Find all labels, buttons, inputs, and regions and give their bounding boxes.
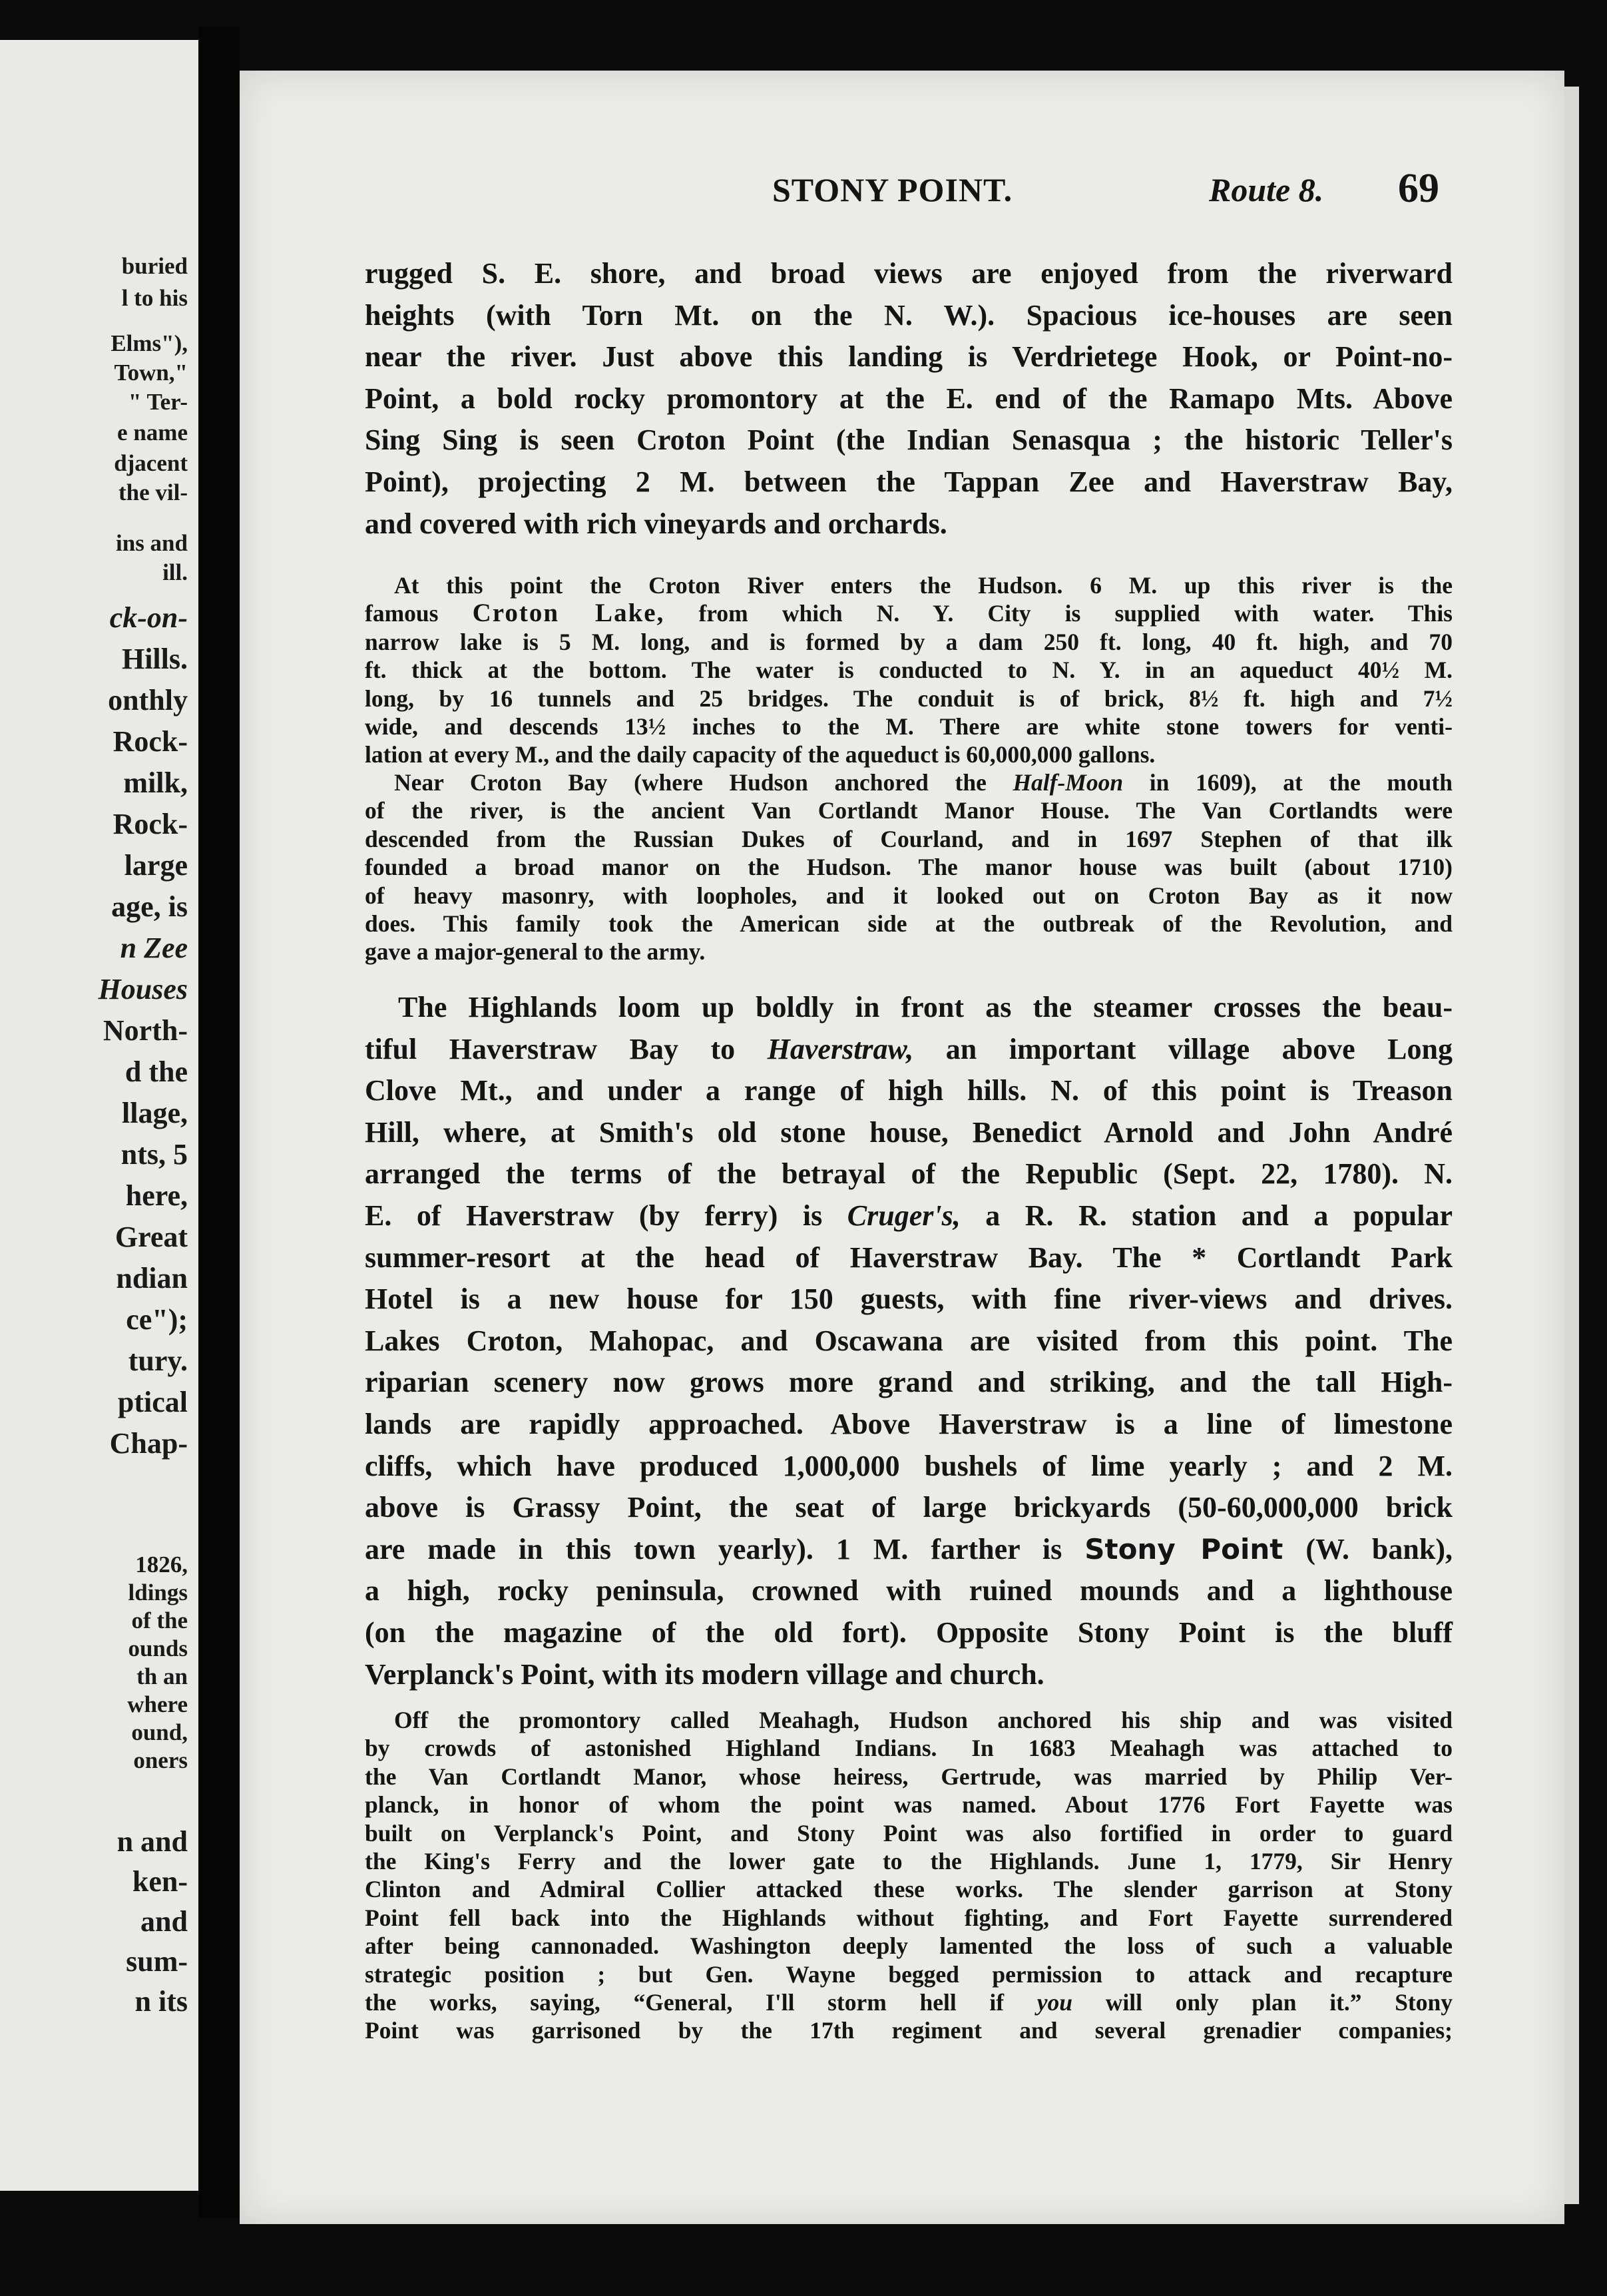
note-meahagh	[365, 1706, 1453, 2045]
text-line: the Van Cortlandt Manor, whose heiress, Gertrude, was married by Philip Ver-	[365, 1763, 1453, 1790]
emphasis-you: you	[1036, 1989, 1073, 2016]
text-line: founded a broad manor on the Hudson. The manor house was built (about 1710)	[365, 854, 1453, 881]
left-page-text-fragment: e name	[117, 420, 188, 445]
text-line: Off the promontory called Meahagh, Hudson anchored his ship and was visited	[394, 1707, 1453, 1733]
text-run: an important village above Long	[913, 1032, 1453, 1065]
text-line: near the river. Just above this landing is Verdrietege Hook, or Point-no-	[365, 340, 1453, 374]
text-line: Point was garrisoned by the 17th regiment and several grenadier companies;	[365, 2017, 1453, 2044]
left-page-text-fragment: n Zee	[120, 932, 188, 964]
text-line: and covered with rich vineyards and orchards.	[365, 507, 947, 540]
left-page-text-fragment: the vil-	[118, 479, 188, 505]
text-line: At this point the Croton River enters the Hudson. 6 M. up this river is the	[394, 572, 1453, 599]
left-page-text-fragment: North-	[103, 1014, 188, 1047]
text-run: will only plan it.” Stony	[1072, 1989, 1453, 2016]
left-page-text-fragment: tury.	[128, 1344, 188, 1377]
text-run: (W. bank),	[1283, 1532, 1453, 1566]
text-line: Clove Mt., and under a range of high hills. N. of this point is Treason	[365, 1074, 1453, 1107]
left-page-text-fragment: ce");	[126, 1303, 188, 1336]
text-run: are made in this town yearly). 1 M. farther is	[365, 1532, 1085, 1566]
left-page-text-fragment: ound,	[131, 1719, 188, 1745]
text-run: tiful Haverstraw Bay to	[365, 1032, 768, 1065]
left-page-text-fragment: nts, 5	[120, 1138, 188, 1171]
text-line: cliffs, which have produced 1,000,000 bushels of lime yearly ; and 2 M.	[365, 1449, 1453, 1482]
text-line: narrow lake is 5 M. long, and is formed by a dam 250 ft. long, 40 ft. high, and 70	[365, 628, 1453, 655]
text-line: does. This family took the American side at the outbreak of the Revolution, and	[365, 910, 1453, 938]
text-line: descended from the Russian Dukes of Courland, and in 1697 Stephen of that ilk	[365, 825, 1453, 852]
left-page-text-fragment: ldings	[128, 1579, 188, 1605]
text-line: Hill, where, at Smith's old stone house, Benedict Arnold and John André	[365, 1115, 1453, 1149]
text-line: by crowds of astonished Highland Indians. In 1683 Meahagh was attached to	[365, 1735, 1453, 1762]
note-croton-lake	[365, 571, 1453, 769]
text-line	[365, 1988, 1453, 2016]
text-run: E. of Haverstraw (by ferry) is	[365, 1199, 847, 1232]
text-line: Clinton and Admiral Collier attacked these works. The slender garrison at Stony	[365, 1876, 1453, 1903]
text-line: of the river, is the ancient Van Cortlandt Manor House. The Van Cortlandts were	[365, 797, 1453, 824]
left-page-text-fragment: buried	[121, 253, 188, 279]
text-line: strategic position ; but Gen. Wayne begged permission to attack and recapture	[365, 1960, 1453, 1988]
text-line: The Highlands loom up boldly in front as the steamer crosses the beau-	[398, 991, 1453, 1023]
text-line: Verplanck's Point, with its modern village and church.	[365, 1657, 1044, 1691]
left-page-text-fragment: sum-	[126, 1945, 188, 1978]
text-line: above is Grassy Point, the seat of large brickyards (50-60,000,000 brick	[365, 1491, 1453, 1524]
page-number: 69	[1398, 166, 1439, 211]
left-page-text-fragment: th an	[136, 1663, 188, 1689]
book-gutter	[198, 27, 240, 2217]
running-header	[772, 165, 1445, 218]
left-page-text-fragment: and	[140, 1905, 188, 1938]
left-page-text-fragment: " Ter-	[128, 389, 188, 415]
left-page-text-fragment: ins and	[116, 530, 188, 556]
text-line	[365, 1529, 1453, 1571]
left-page-text-fragment: djacent	[114, 450, 188, 476]
text-line: rugged S. E. shore, and broad views are enjoyed from the riverward	[365, 257, 1453, 290]
left-page-text-fragment: ptical	[117, 1386, 188, 1418]
left-page-text-fragment: n and	[116, 1825, 188, 1858]
left-page-text-fragment: Hills.	[121, 643, 188, 675]
paragraph-1	[365, 253, 1453, 545]
left-page-text-fragment: here,	[125, 1179, 188, 1212]
left-page-text-fragment: Chap-	[109, 1427, 188, 1460]
text-run: Near Croton Bay (where Hudson anchored the	[394, 769, 1013, 796]
text-run: the works, saying, “General, I'll storm hell if	[365, 1989, 1037, 2016]
text-line: after being cannonaded. Washington deeply lamented the loss of such a valuable	[365, 1932, 1453, 1960]
left-page-text-fragment: age, is	[111, 890, 188, 923]
text-line: summer-resort at the head of Haverstraw Bay. The * Cortlandt Park	[365, 1241, 1453, 1274]
left-page-text-fragment: d the	[124, 1055, 188, 1088]
paragraph-2	[365, 987, 1453, 1695]
stony-point-heading: Stony Point	[1084, 1532, 1283, 1566]
left-page-text-fragment: large	[124, 849, 188, 882]
left-page-text-fragment: ndian	[116, 1262, 188, 1294]
text-line: long, by 16 tunnels and 25 bridges. The conduit is of brick, 8½ ft. high and 7½	[365, 685, 1453, 712]
text-line	[365, 1029, 1453, 1071]
text-line: lation at every M., and the daily capacity of the aqueduct is 60,000,000 gallons.	[365, 741, 1156, 768]
text-run: a R. R. station and a popular	[960, 1199, 1453, 1232]
left-page-text-fragment: l to his	[121, 285, 188, 311]
left-page-text-fragment: where	[127, 1691, 188, 1717]
text-line: Point, a bold rocky promontory at the E. end of the Ramapo Mts. Above	[365, 382, 1453, 415]
text-line: planck, in honor of whom the point was named. About 1776 Fort Fayette was	[365, 1791, 1453, 1819]
route-label: Route 8.	[1209, 171, 1324, 208]
crugers-place-name: Cruger's,	[847, 1199, 961, 1232]
left-page-text-fragment: Elms"),	[111, 330, 188, 356]
text-run: in 1609), at the mouth	[1123, 769, 1453, 796]
text-line: the King's Ferry and the lower gate to the Highlands. June 1, 1779, Sir Henry	[365, 1848, 1453, 1875]
text-line	[365, 768, 1453, 796]
text-line: wide, and descends 13½ inches to the M. There are white stone towers for venti-	[365, 713, 1453, 740]
text-line	[365, 599, 1453, 627]
left-page-text-fragment: ounds	[128, 1635, 188, 1661]
left-page-text-fragment: ken-	[132, 1865, 188, 1898]
left-page-text-fragment: Town,"	[114, 360, 188, 386]
text-run: from which N. Y. City is supplied with water. This	[664, 600, 1453, 627]
text-line: built on Verplanck's Point, and Stony Point was also fortified in order to guard	[365, 1819, 1453, 1847]
text-line: gave a major-general to the army.	[365, 938, 706, 966]
text-line: ft. thick at the bottom. The water is conducted to N. Y. in an aqueduct 40½ M.	[365, 657, 1453, 684]
page-edge	[1564, 87, 1579, 2204]
text-line: arranged the terms of the betrayal of the Republic (Sept. 22, 1780). N.	[365, 1157, 1453, 1191]
left-page-text-fragment: onthly	[108, 684, 188, 717]
text-line: Lakes Croton, Mahopac, and Oscawana are visited from this point. The	[365, 1324, 1453, 1357]
left-page-text-fragment: ill.	[162, 559, 188, 585]
text-line: a high, rocky peninsula, crowned with ruined mounds and a lighthouse	[365, 1574, 1453, 1607]
left-page-fragment	[0, 40, 198, 2191]
left-page-text-fragment: Rock-	[113, 725, 188, 758]
text-line: Hotel is a new house for 150 guests, with fine river-views and drives.	[365, 1283, 1453, 1316]
haverstraw-place-name: Haverstraw,	[767, 1032, 914, 1065]
left-page-text-fragment: ck-on-	[109, 601, 188, 634]
half-moon-ship-name: Half-Moon	[1013, 769, 1124, 796]
left-page-text-fragment: n its	[134, 1985, 188, 2018]
left-page-text-fragment: oners	[133, 1747, 188, 1773]
left-page-text-fragment: Rock-	[113, 808, 188, 840]
croton-lake-heading: Croton Lake,	[472, 599, 665, 628]
text-line: heights (with Torn Mt. on the N. W.). Spacious ice-houses are seen	[365, 298, 1453, 332]
text-line: of heavy masonry, with loopholes, and it looked out on Croton Bay as it now	[365, 882, 1453, 909]
text-line: (on the magazine of the old fort). Opposite Stony Point is the bluff	[365, 1615, 1453, 1649]
text-line: Point fell back into the Highlands without fighting, and Fort Fayette surrendered	[365, 1904, 1453, 1931]
text-run: famous	[365, 600, 473, 627]
left-page-text-fragment: Great	[115, 1221, 188, 1253]
text-line: Point), projecting 2 M. between the Tappan Zee and Haverstraw Bay,	[365, 465, 1453, 498]
text-line: Sing Sing is seen Croton Point (the Indian Senasqua ; the historic Teller's	[365, 424, 1453, 457]
note-van-cortlandt	[365, 768, 1453, 966]
left-page-text-fragment: milk,	[123, 766, 188, 799]
left-page-text-fragment: 1826,	[135, 1552, 188, 1578]
left-page-text-fragment: llage,	[122, 1097, 188, 1129]
text-line	[365, 1195, 1453, 1237]
left-page-text-fragment: Houses	[98, 973, 188, 1005]
left-page-text-fragment: of the	[131, 1607, 188, 1633]
running-title: STONY POINT.	[772, 171, 1013, 208]
text-line: lands are rapidly approached. Above Haverstraw is a line of limestone	[365, 1407, 1453, 1440]
text-line: riparian scenery now grows more grand and striking, and the tall High-	[365, 1366, 1453, 1399]
